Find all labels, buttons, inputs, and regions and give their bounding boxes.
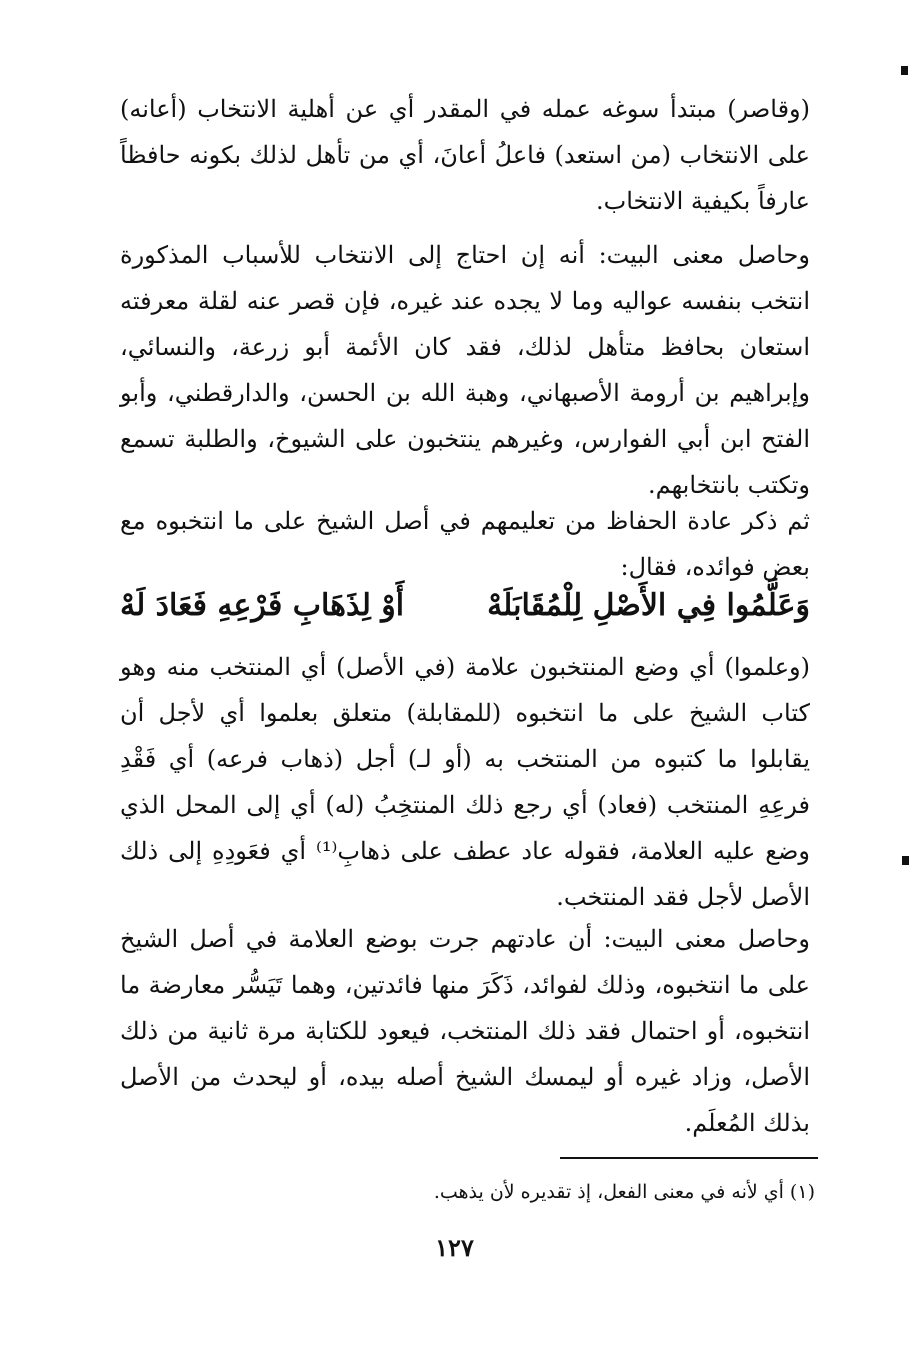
- verse-first-hemistich: وَعَلَّمُوا فِي الأَصْلِ لِلْمُقَابَلَهْ: [487, 587, 810, 623]
- page-number: ١٢٧: [435, 1233, 474, 1262]
- paragraph-meaning-2: وحاصل معنى البيت: أن عادتهم جرت بوضع العلامة في أصل الشيخ على ما انتخبوه، وذلك لفوائد، ذَكَرَ منها فائدتين، وهما تَيَسُّر معارضة ما انتخبوه، أو احتمال فقد ذلك المنتخب، فيعود للكتابة مرة ثانية من ذلك الأصل، وزاد غيره أو ليمسك الشيخ أصله بيده، أو ليحدث من الأصل بذلك المُعلَم.: [120, 925, 811, 1137]
- margin-mark: [901, 66, 908, 75]
- paragraph-commentary-2: (وعلموا) أي وضع المنتخبون علامة (في الأصل) أي المنتخب منه وهو كتاب الشيخ على ما انتخبوه (للمقابلة) متعلق بعلموا أي لأجل أن يقابلوا ما كتبوه من المنتخب به (أو لـ) أجل (ذهاب فرعه) أي فَقْدِ فرعِهِ المنتخب (فعاد) أي رجع ذلك المنتخِبُ (له) أي إلى المحل الذي وضع عليه العلامة، فقوله عاد عطف على ذهابِ⁽¹⁾ أي فعَودِهِ إلى ذلك الأصل لأجل فقد المنتخب.: [120, 653, 810, 911]
- footnote-separator: [560, 1157, 818, 1159]
- margin-mark: [902, 856, 909, 865]
- verse-second-hemistich: أَوْ لِذَهَابِ فَرْعِهِ فَعَادَ لَهْ: [120, 587, 405, 623]
- poetry-verse: [120, 580, 810, 630]
- paragraph-meaning-1: وحاصل معنى البيت: أنه إن احتاج إلى الانتخاب للأسباب المذكورة انتخب بنفسه عواليه وما لا يجده عند غيره، فإن قصر عنه لقلة معرفته استعان بحافظ متأهل لذلك، فقد كان الأئمة أبو زرعة، والنسائي، وإبراهيم بن أرومة الأصبهاني، وهبة الله بن الحسن، والدارقطني، وأبو الفتح ابن أبي الفوارس، وغيرهم ينتخبون على الشيوخ، والطلبة تسمع وتكتب بانتخابهم.: [120, 241, 810, 499]
- footnote: (١) أي لأنه في معنى الفعل، إذ تقديره لأن يذهب.: [433, 1181, 815, 1203]
- paragraph-commentary-1: (وقاصر) مبتدأ سوغه عمله في المقدر أي عن أهلية الانتخاب (أعانه) على الانتخاب (من استعد) فاعلُ أعانَ، أي من تأهل لذلك بكونه حافظاً عارفاً بكيفية الانتخاب.: [120, 95, 810, 215]
- paragraph-intro-verse: ثم ذكر عادة الحفاظ من تعليمهم في أصل الشيخ على ما انتخبوه مع بعض فوائده، فقال:: [120, 507, 810, 581]
